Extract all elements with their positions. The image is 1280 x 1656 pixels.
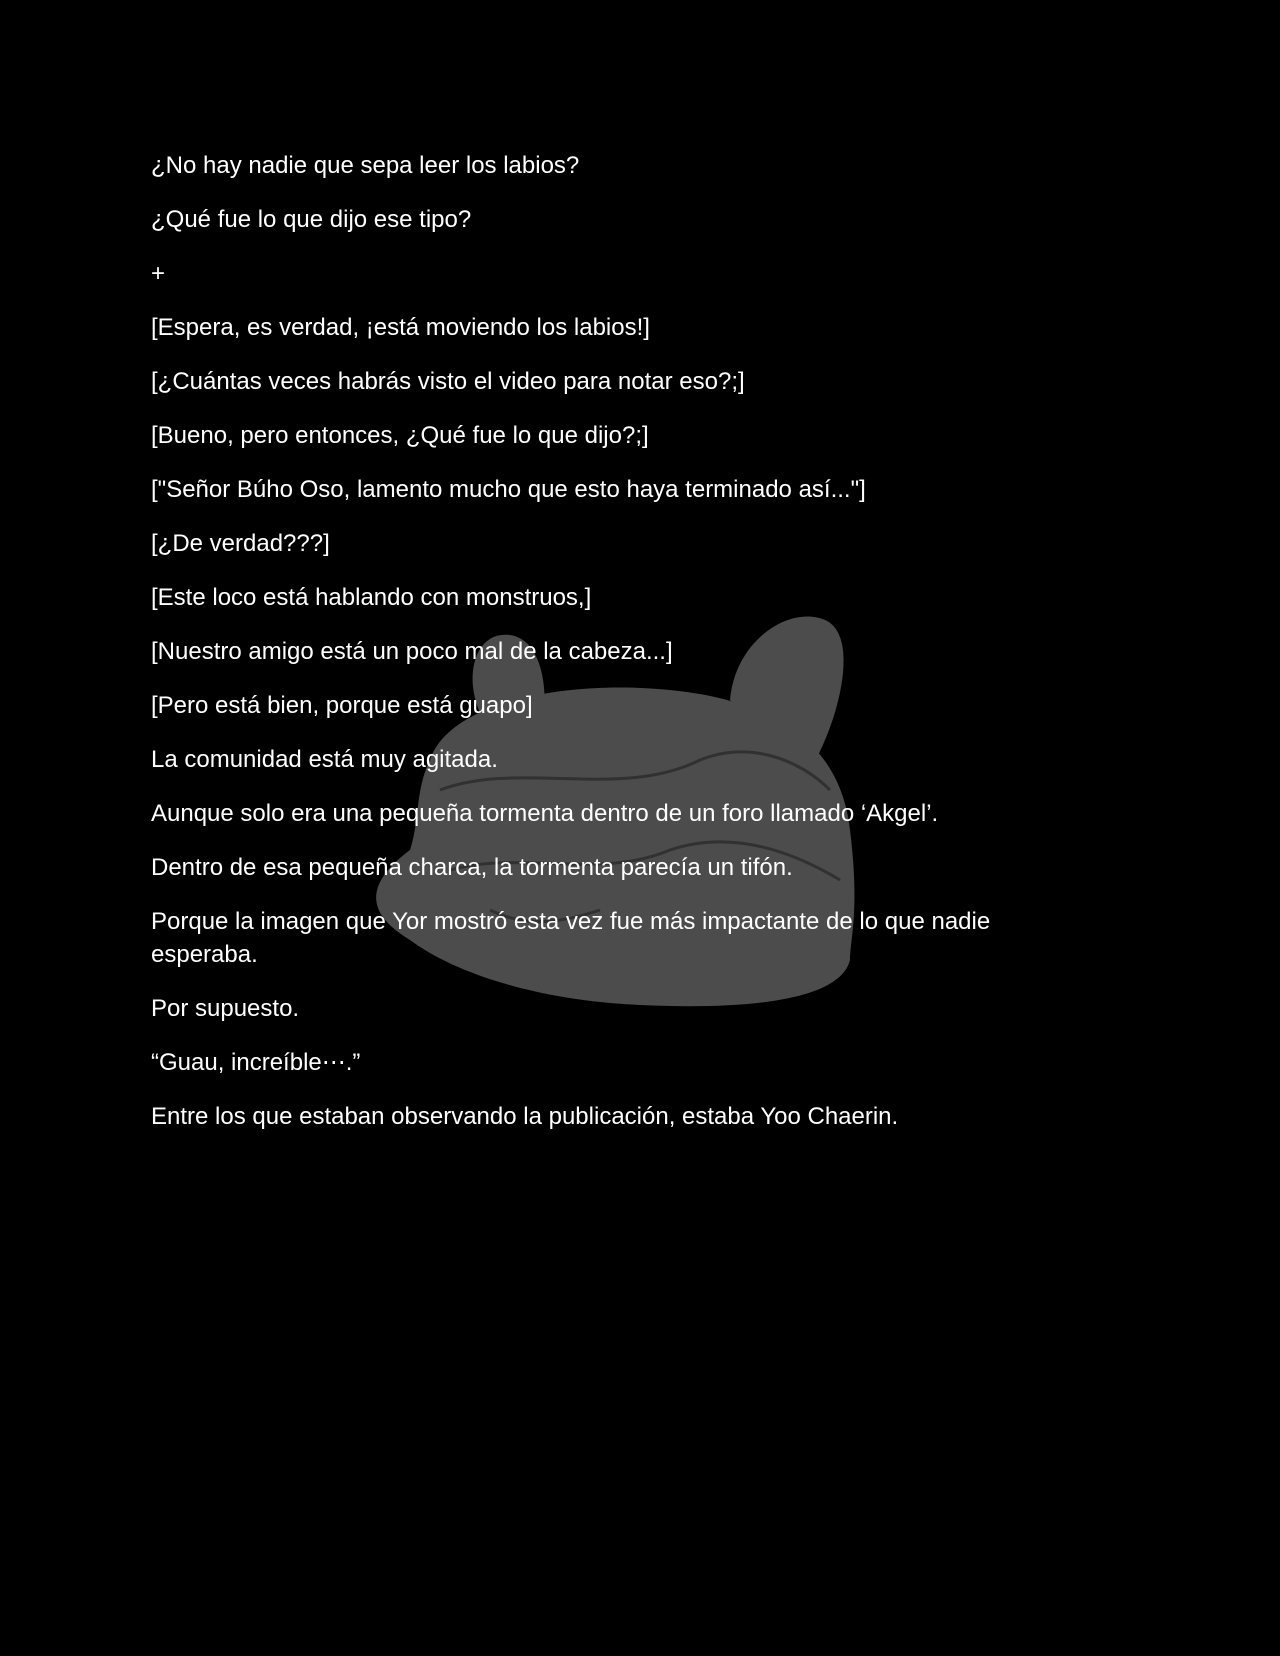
paragraph: Entre los que estaban observando la publicación, estaba Yoo Chaerin. bbox=[151, 1103, 899, 1130]
paragraph: Porque la imagen que Yor mostró esta vez fue más impactante de lo que nadie esperaba. bbox=[151, 908, 991, 968]
paragraph: [¿Cuántas veces habrás visto el video para notar eso?;] bbox=[151, 368, 745, 395]
paragraph: [Este loco está hablando con monstruos,] bbox=[151, 584, 592, 611]
paragraph: + bbox=[151, 260, 166, 287]
paragraph: [Espera, es verdad, ¡está moviendo los labios!] bbox=[151, 314, 650, 341]
paragraph: “Guau, increíble⋯.” bbox=[151, 1049, 361, 1076]
paragraph: Por supuesto. bbox=[151, 995, 300, 1022]
paragraph: [Pero está bien, porque está guapo] bbox=[151, 692, 533, 719]
paragraph: [Bueno, pero entonces, ¿Qué fue lo que dijo?;] bbox=[151, 422, 649, 449]
paragraph: Aunque solo era una pequeña tormenta dentro de un foro llamado ‘Akgel’. bbox=[151, 800, 939, 827]
paragraph: La comunidad está muy agitada. bbox=[151, 746, 498, 773]
paragraph: ¿No hay nadie que sepa leer los labios? bbox=[151, 152, 580, 179]
text-body bbox=[151, 149, 1051, 1154]
paragraph: ["Señor Búho Oso, lamento mucho que esto haya terminado así..."] bbox=[151, 476, 866, 503]
paragraph: Dentro de esa pequeña charca, la tormenta parecía un tifón. bbox=[151, 854, 793, 881]
paragraph: [Nuestro amigo está un poco mal de la cabeza...] bbox=[151, 638, 673, 665]
paragraph: ¿Qué fue lo que dijo ese tipo? bbox=[151, 206, 472, 233]
paragraph: [¿De verdad???] bbox=[151, 530, 330, 557]
